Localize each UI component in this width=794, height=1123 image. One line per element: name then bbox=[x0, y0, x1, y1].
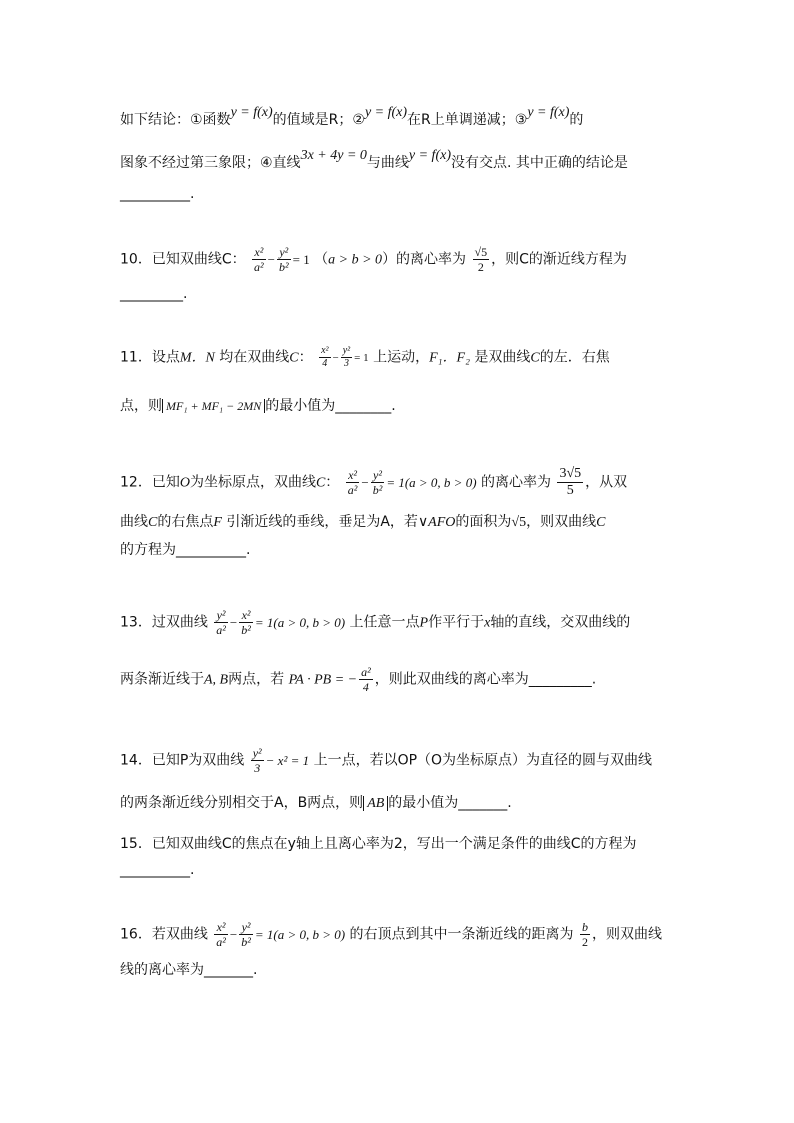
fraction: $\frac{√5}{2}$ bbox=[474, 245, 488, 274]
text: 与曲线 bbox=[366, 155, 409, 171]
text-line bbox=[120, 512, 680, 533]
text: 两点，若 bbox=[228, 671, 285, 688]
math-expr: C bbox=[148, 515, 158, 530]
text: 14．已知P为双曲线 bbox=[120, 752, 245, 769]
text: 13．过双曲线 bbox=[120, 614, 208, 631]
fraction: $\frac{\text{x²}}{\text{a²}}$ bbox=[216, 920, 226, 949]
math-expr: 3x + 4y = 0 bbox=[300, 148, 367, 163]
text: 作平行于 bbox=[428, 614, 485, 631]
math-expr: C bbox=[315, 475, 326, 491]
math-expr: a > b > 0 bbox=[328, 252, 383, 268]
math-expr: y = f(x) bbox=[364, 105, 408, 120]
text: 点，则 bbox=[120, 398, 162, 414]
math-expr: ∨AFO bbox=[417, 515, 456, 530]
text-line-2 bbox=[120, 148, 680, 174]
text: ，则此双曲线的离心率为_________. bbox=[374, 671, 597, 688]
fraction: $\frac{\text{x²}}{\text{a²}}$ bbox=[254, 245, 264, 274]
vector-expr: MF₁ + MF₁ − 2MN bbox=[162, 399, 265, 413]
text-line bbox=[120, 665, 680, 694]
math-expr: x bbox=[484, 615, 491, 631]
text: 线的离心率为_______. bbox=[120, 962, 258, 978]
answer-blank: __________. bbox=[120, 186, 195, 202]
text: 15．已知双曲线C的焦点在y轴上且离心率为2，写出一个满足条件的曲线C的方程为 bbox=[120, 836, 637, 852]
text-line bbox=[120, 540, 680, 560]
text: 的方程为__________. bbox=[120, 542, 251, 558]
text: （ bbox=[314, 251, 329, 268]
text: 的值域是R；② bbox=[272, 112, 365, 128]
text: 上任意一点 bbox=[349, 614, 420, 631]
text: ，则双曲线 bbox=[526, 514, 597, 530]
fraction: $\frac{\text{y²}}{3}$ bbox=[252, 746, 262, 775]
text: 上一点，若以OP（O为坐标原点）为直径的圆与双曲线 bbox=[313, 752, 653, 769]
fraction: $\frac{\text{y²}}{\text{b²}}$ bbox=[241, 920, 251, 949]
text-line bbox=[120, 793, 680, 814]
question-13: 13．过双曲线 $\frac{\text{y²}}{\text{a²}}$ − $\frac{\text{x²}}{\text{b²}}$ = 1(a > 0, b > 0) 上任意一点P作平行于x轴的直线，交双曲线的 bbox=[120, 608, 631, 637]
math-expr: F₁．F₂ bbox=[429, 350, 470, 366]
text: 引渐近线的垂线，垂足为A，若 bbox=[226, 514, 418, 530]
text-line bbox=[120, 960, 680, 980]
text-line-1 bbox=[120, 105, 680, 131]
text: ，从双 bbox=[585, 474, 628, 491]
text: 12．已知 bbox=[120, 474, 180, 491]
math-expr: O bbox=[179, 475, 190, 491]
fraction: $\frac{\text{x²}}{\text{a²}}$ bbox=[347, 468, 358, 497]
text: 11．设点 bbox=[120, 349, 180, 366]
text-line-3 bbox=[120, 184, 680, 204]
text: 16．若双曲线 bbox=[120, 926, 208, 943]
fraction: $\frac{\text{a²}}{4}$ bbox=[361, 665, 371, 694]
text: ，则C的渐近线方程为 bbox=[491, 251, 627, 268]
fraction: $\frac{\text{y²}}{3}$ bbox=[342, 345, 351, 369]
fraction: $\frac{\text{y²}}{\text{a²}}$ bbox=[216, 608, 226, 637]
answer-blank: _________. bbox=[120, 286, 188, 302]
text: 10．已知双曲线C： bbox=[120, 251, 246, 268]
math-expr: = 1(a > 0, b > 0) bbox=[386, 474, 477, 490]
text: 的两条渐近线分别相交于A，B两点，则 bbox=[120, 795, 364, 811]
fraction: $\frac{\text{y²}}{\text{b²}}$ bbox=[372, 468, 383, 497]
text: 上运动， bbox=[373, 349, 430, 366]
text: 的右顶点到其中一条渐近线的距离为 bbox=[349, 926, 574, 943]
text: 为坐标原点，双曲线 bbox=[189, 474, 316, 491]
text: 是双曲线 bbox=[474, 349, 531, 366]
fraction: $\frac{b}{2}$ bbox=[581, 920, 588, 949]
math-expr: PA · PB = − bbox=[288, 672, 358, 688]
math-expr: y = f(x) bbox=[527, 105, 570, 120]
text: 的最小值为________. bbox=[265, 398, 396, 414]
math-expr: C bbox=[289, 350, 299, 366]
question-16: 16．若双曲线 $\frac{\text{x²}}{\text{a²}}$ − $\frac{\text{y²}}{\text{b²}}$ = 1(a > 0, b > 0) 的右顶点到其中一条渐近线的距离为 $\frac{b}{2}$ ，则双曲线 bbox=[120, 920, 662, 949]
text: 的离心率为 bbox=[481, 474, 551, 491]
text: 的最小值为_______. bbox=[388, 795, 512, 811]
question-15 bbox=[120, 834, 680, 854]
math-expr: y = f(x) bbox=[230, 105, 273, 120]
text: ，则双曲线 bbox=[591, 926, 662, 943]
text: 的面积为 bbox=[455, 514, 512, 530]
math-expr: y = f(x) bbox=[408, 148, 451, 163]
text: 曲线 bbox=[120, 514, 148, 530]
math-expr: AB bbox=[363, 796, 388, 811]
text: 均在双曲线 bbox=[219, 349, 290, 366]
text: 没有交点. 其中正确的结论是 bbox=[450, 155, 628, 171]
math-expr: = 1(a > 0, b > 0) bbox=[254, 926, 346, 942]
text-line bbox=[120, 284, 680, 304]
question-12: 12．已知O为坐标原点，双曲线C： $\frac{\text{x²}}{\text{a²}}$ − $\frac{\text{y²}}{\text{b²}}$ = 1(a > 0, b > 0) 的离心率为 $\frac{3√5}{5}$ ，从双 bbox=[120, 466, 628, 498]
text-line bbox=[120, 860, 680, 880]
question-11: 11．设点M．N 均在双曲线C： $\frac{\text{x²}}{4}$ − $\frac{\text{y²}}{3}$ = 1 上运动，F₁．F₂ 是双曲线C的左．右焦 bbox=[120, 345, 610, 369]
text: 如下结论：①函数 bbox=[120, 112, 231, 128]
math-expr: = 1(a > 0, b > 0) bbox=[254, 614, 346, 630]
fraction: $\frac{\text{x²}}{4}$ bbox=[321, 345, 329, 369]
question-10: 10．已知双曲线C： $\frac{\text{x²}}{\text{a²}}$ − $\frac{\text{y²}}{\text{b²}}$ = 1 （a > b > 0）的离心率为 $\frac{√5}{2}$ ，则C的渐近线方程为 bbox=[120, 245, 627, 274]
text-line bbox=[120, 396, 680, 416]
math-expr: C bbox=[596, 515, 606, 530]
math-expr: C bbox=[530, 350, 540, 366]
text: 图象不经过第三象限；④直线 bbox=[120, 155, 301, 171]
question-14: 14．已知P为双曲线 $\frac{\text{y²}}{3}$ − x² = 1 上一点，若以OP（O为坐标原点）为直径的圆与双曲线 bbox=[120, 746, 653, 775]
math-expr: P bbox=[419, 615, 429, 631]
text: 两条渐近线于 bbox=[120, 671, 204, 688]
math-expr: √5 bbox=[511, 515, 527, 530]
text: 轴的直线，交双曲线的 bbox=[490, 614, 631, 631]
text: 的 bbox=[569, 112, 584, 128]
text: 的左．右焦 bbox=[539, 349, 610, 366]
text: ）的离心率为 bbox=[382, 251, 467, 268]
fraction: $\frac{\text{y²}}{\text{b²}}$ bbox=[279, 245, 289, 274]
text: 在R上单调递减；③ bbox=[407, 112, 528, 128]
math-expr: F bbox=[213, 515, 222, 530]
text: 的右焦点 bbox=[157, 514, 214, 530]
math-expr: M．N bbox=[179, 350, 215, 366]
fraction: $\frac{3√5}{5}$ bbox=[559, 466, 582, 498]
answer-blank: __________. bbox=[120, 862, 195, 878]
math-expr: A, B bbox=[204, 672, 229, 688]
fraction: $\frac{\text{x²}}{\text{b²}}$ bbox=[241, 608, 251, 637]
